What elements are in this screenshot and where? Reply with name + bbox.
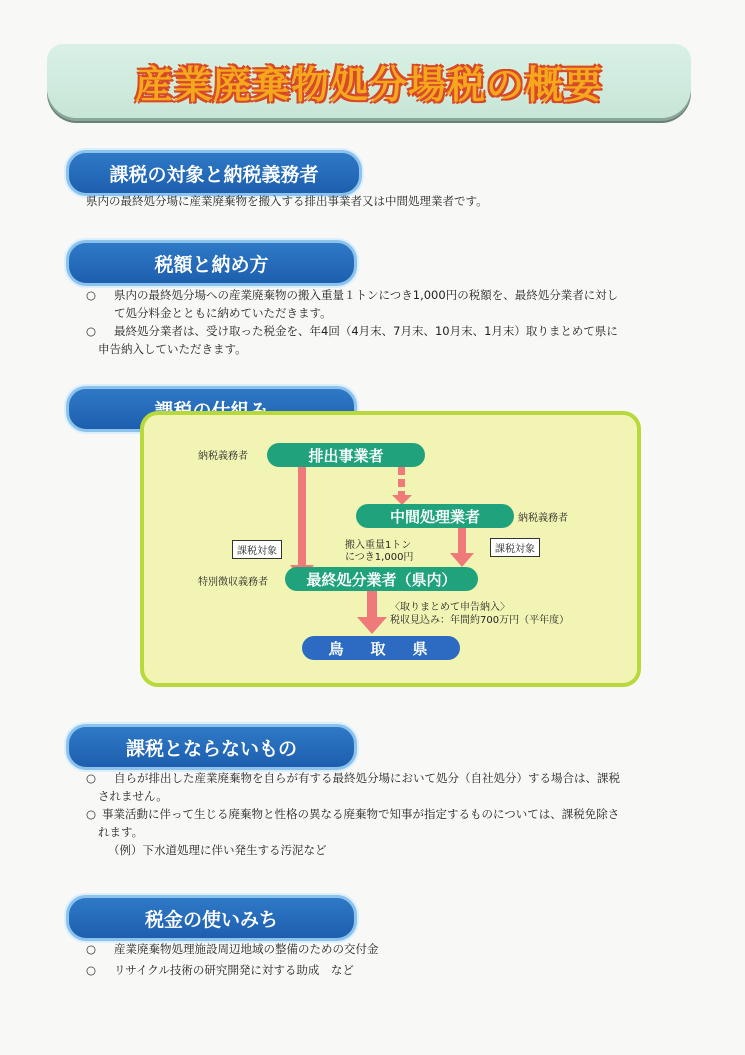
bullet-mark: ○ (86, 324, 97, 338)
arrow-shaft-emitter-final (298, 467, 306, 567)
intermediate-label: 納税義務者 (518, 513, 568, 524)
section-heading-exempt: 課税とならないもの (66, 724, 357, 770)
prefecture-box: 鳥 取 県 (302, 636, 460, 660)
rate-line-1: 搬入重量1トン (345, 540, 412, 551)
title-banner (47, 44, 691, 118)
usage-bullet-2-text: リサイクル技術の研究開発に対する助成 など (114, 963, 354, 977)
usage-bullet-1-text: 産業廃棄物処理施設周辺地域の整備のための交付金 (114, 942, 379, 956)
exempt-bullet-1 (86, 769, 686, 787)
final-disposal-box: 最終処分業者（県内） (285, 567, 478, 591)
exempt-bullet-2 (86, 805, 686, 823)
dash-1 (398, 467, 405, 475)
exempt-bullet-2-text-a: 事業活動に伴って生じる廃棄物と性格の異なる廃棄物で知事が指定するものについては、課税免除さ (102, 807, 620, 821)
collector-label: 特別徴収義務者 (198, 577, 268, 588)
emitter-label: 納税義務者 (198, 451, 248, 462)
usage-bullet-2 (86, 961, 686, 979)
exempt-bullet-1-text-a: 自らが排出した産業廃棄物を自らが有する最終処分場において処分（自社処分）する場合は、課税 (114, 771, 620, 785)
bullet-mark: ○ (86, 771, 97, 785)
amount-bullet-2-text-a: 最終処分業者は、受け取った税金を、年4回（4月末、7月末、10月末、1月末）取りまとめて県に (114, 324, 618, 338)
note-line-1: 〈取りまとめて申告納入〉 (390, 602, 510, 613)
amount-bullet-1-text-a: 県内の最終処分場への産業廃棄物の搬入重量１トンにつき1,000円の税額を、最終処分業者に対し (114, 288, 619, 302)
section-heading-taxable: 課税の対象と納税義務者 (66, 150, 362, 196)
section-heading-amount: 税額と納め方 (66, 240, 357, 286)
amount-bullet-2-cont: 申告納入していただきます。 (98, 342, 247, 356)
amount-bullet-1 (86, 286, 686, 304)
arrow-head-intermediate-final (450, 553, 474, 567)
exempt-bullet-1-cont: されません。 (98, 789, 168, 803)
usage-bullets (86, 940, 686, 979)
amount-bullets (86, 286, 686, 358)
section-heading-usage: 税金の使いみち (66, 895, 357, 941)
taxable-tag-right: 課税対象 (490, 538, 540, 557)
usage-bullet-1 (86, 940, 686, 958)
bullet-mark: ○ (86, 942, 97, 956)
arrow-shaft-intermediate-final (458, 525, 466, 555)
rate-line-2: につき1,000円 (345, 552, 414, 563)
note-line-2: 税収見込み：年間約700万円（平年度） (390, 615, 570, 626)
dash-2 (398, 479, 405, 487)
taxable-text: 県内の最終処分場に産業廃棄物を搬入する排出事業者又は中間処理業者です。 (86, 194, 488, 208)
tax-mechanism-diagram (140, 411, 641, 687)
taxable-tag-left: 課税対象 (232, 540, 282, 559)
arrow-head-final-prefecture (357, 617, 387, 634)
intermediate-box: 中間処理業者 (356, 504, 514, 528)
amount-bullet-1-cont: て処分料金とともに納めていただきます。 (114, 306, 332, 320)
arrow-shaft-final-prefecture (367, 589, 377, 619)
bullet-mark: ○ (86, 963, 97, 977)
exempt-bullets (86, 769, 686, 859)
exempt-bullet-2-cont: れます。 (98, 825, 144, 839)
amount-bullet-2 (86, 322, 686, 340)
bullet-mark: ○ (86, 807, 97, 821)
page-title: 産業廃棄物処分場税の概要 (135, 54, 603, 109)
exempt-example: （例）下水道処理に伴い発生する汚泥など (108, 843, 327, 857)
bullet-mark: ○ (86, 288, 97, 302)
emitter-box: 排出事業者 (267, 443, 425, 467)
